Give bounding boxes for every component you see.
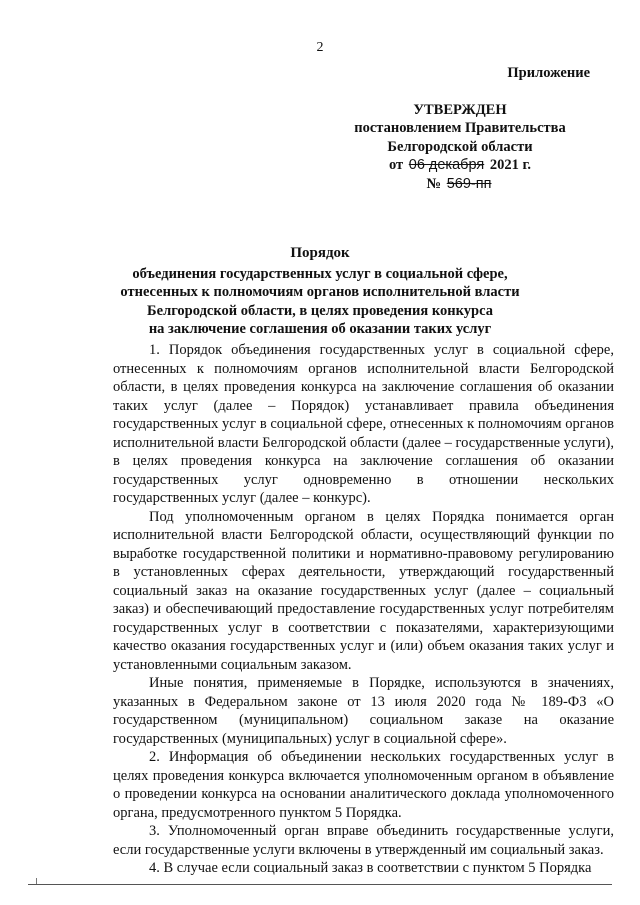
approval-number-row bbox=[320, 175, 600, 194]
paragraph-4: 2. Информация об объединении нескольких государственных услуг в целях проведения конкурса включается уполномоченным органом в объявление о проведении конкурса на основании аналитического доклада уполномоченного органа, предусмотренного пунктом 5 Порядка. bbox=[113, 749, 614, 821]
date-filled-value: 06 декабря bbox=[408, 157, 485, 173]
approval-date-row bbox=[320, 156, 600, 175]
date-prefix: от bbox=[388, 157, 404, 173]
paragraph-3: Иные понятия, применяемые в Порядке, используются в значениях, указанных в Федеральном законе от 13 июля 2020 года № 189-ФЗ «О государственном (муниципальном) социальном заказе на оказание государственных (муниципальных) услуг в социальной сфере». bbox=[113, 675, 614, 747]
document-title bbox=[40, 244, 600, 339]
footer-divider bbox=[28, 884, 612, 885]
approved-label: УТВЕРЖДЕН bbox=[413, 101, 507, 118]
title-line: на заключение соглашения об оказании таких услуг bbox=[148, 321, 492, 337]
paragraph-6: 4. В случае если социальный заказ в соответствии с пунктом 5 Порядка bbox=[149, 860, 592, 876]
title-line: отнесенных к полномочиям органов исполнительной власти bbox=[120, 284, 520, 300]
title-line: Белгородской области, в целях проведения конкурса bbox=[147, 302, 493, 319]
number-filled-value: 569-пп bbox=[446, 175, 492, 192]
title-line: объединения государственных услуг в социальной сфере, bbox=[132, 265, 508, 282]
approved-by-line-2: Белгородской области bbox=[387, 138, 533, 155]
paragraph-1: 1. Порядок объединения государственных услуг в социальной сфере, отнесенных к полномочиям органов исполнительной власти Белгородской области, в целях проведения конкурса на заключение соглашения об оказании таких услуг (далее – Порядок) устанавливает правила объединения государственных услуг в социальной сфере, отнесенных к полномочиям органов исполнительной власти Белгородской области (далее – государственные услуги), в целях проведения конкурса на заключение соглашения об оказании государственных услуг одновременно в отношении нескольких государственных услуг (далее – конкурс). bbox=[113, 342, 614, 506]
title-heading: Порядок bbox=[290, 245, 350, 261]
appendix-label: Приложение bbox=[507, 65, 590, 81]
document-body bbox=[113, 341, 614, 878]
number-prefix: № bbox=[426, 175, 442, 192]
paragraph-2: Под уполномоченным органом в целях Порядка понимается орган исполнительной власти Белгородской области, осуществляющий функции по выработке государственной политики и нормативно-правовому регулированию в установленных сферах деятельности, утверждающий государственный социальный заказ на оказание государственных услуг (далее – социальный заказ) и обеспечивающий предоставление государственных услуг потребителям государственных услуг в соответствии с показателями, характеризующими качество оказания государственных услуг и (или) объем оказания таких услуг и установленными социальным заказом. bbox=[113, 508, 614, 673]
paragraph-5: 3. Уполномоченный орган вправе объединить государственные услуги, если государственные услуги включены в утвержденный им социальный заказ. bbox=[113, 823, 614, 858]
date-suffix: 2021 г. bbox=[489, 157, 532, 173]
page-number: 2 bbox=[316, 40, 324, 55]
approved-by-line-1: постановлением Правительства bbox=[354, 120, 566, 136]
approval-stamp-block bbox=[320, 64, 600, 193]
